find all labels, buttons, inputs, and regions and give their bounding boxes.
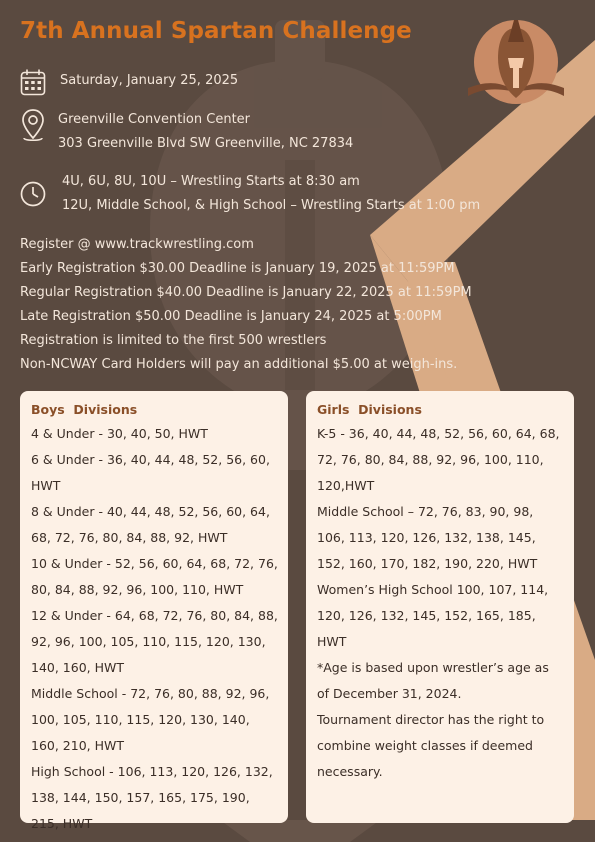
- time-row: [20, 170, 480, 218]
- clock-icon: [20, 180, 46, 210]
- event-date: Saturday, January 25, 2025: [60, 73, 239, 88]
- girls-division-item: Women’s High School 100, 107, 114, 120, 126, 132, 145, 152, 165, 185, HWT: [317, 582, 549, 649]
- boys-division-item: 4 & Under - 30, 40, 50, HWT: [31, 426, 208, 441]
- boys-division-item: 10 & Under - 52, 56, 60, 64, 68, 72, 76, 80, 84, 88, 92, 96, 100, 110, HWT: [31, 556, 278, 597]
- early-registration: Early Registration $30.00 Deadline is January 19, 2025 at 11:59PM: [20, 261, 455, 276]
- regular-registration: Regular Registration $40.00 Deadline is January 22, 2025 at 11:59PM: [20, 285, 472, 300]
- spartan-helmet-logo: [468, 18, 578, 110]
- girls-divisions-card: [306, 391, 574, 823]
- boys-division-item: 12 & Under - 64, 68, 72, 76, 80, 84, 88, 92, 96, 100, 105, 110, 115, 120, 130, 140, 160, HWT: [31, 608, 278, 675]
- girls-divisions-heading: Girls Divisions: [317, 402, 422, 417]
- boys-division-item: Middle School - 72, 76, 80, 88, 92, 96, 100, 105, 110, 115, 120, 130, 140, 160, 210, HWT: [31, 686, 270, 753]
- age-note: *Age is based upon wrestler’s age as of December 31, 2024.: [317, 660, 549, 701]
- boys-divisions-heading: Boys Divisions: [31, 402, 138, 417]
- venue-address: 303 Greenville Blvd SW Greenville, NC 27834: [58, 136, 354, 151]
- date-row: [20, 68, 238, 98]
- late-registration: Late Registration $50.00 Deadline is January 24, 2025 at 5:00PM: [20, 309, 442, 324]
- non-member-fee: Non-NCWAY Card Holders will pay an additional $5.00 at weigh-ins.: [20, 357, 458, 372]
- calendar-icon: [20, 68, 46, 98]
- boys-divisions-card: [20, 391, 288, 831]
- boys-division-item: 8 & Under - 40, 44, 48, 52, 56, 60, 64, 68, 72, 76, 80, 84, 88, 92, HWT: [31, 504, 270, 545]
- time-young: 4U, 6U, 8U, 10U – Wrestling Starts at 8:30 am: [62, 174, 360, 189]
- girls-division-item: Middle School – 72, 76, 83, 90, 98, 106, 113, 120, 126, 132, 138, 145, 152, 160, 170, 182, 190, 220, HWT: [317, 504, 538, 571]
- boys-division-item: High School - 106, 113, 120, 126, 132, 138, 144, 150, 157, 165, 175, 190, 215, HWT: [31, 764, 273, 831]
- location-row: [20, 108, 353, 156]
- register-link-text: Register @ www.trackwrestling.com: [20, 237, 254, 252]
- registration-info: [20, 233, 472, 377]
- girls-division-item: K-5 - 36, 40, 44, 48, 52, 56, 60, 64, 68, 72, 76, 80, 84, 88, 92, 96, 100, 110, 120,HWT: [317, 426, 560, 493]
- event-title: 7th Annual Spartan Challenge: [20, 18, 412, 44]
- director-note: Tournament director has the right to combine weight classes if deemed necessary.: [317, 712, 545, 779]
- location-pin-icon: [20, 108, 46, 144]
- venue-name: Greenville Convention Center: [58, 112, 251, 127]
- registration-limit: Registration is limited to the first 500 wrestlers: [20, 333, 327, 348]
- time-older: 12U, Middle School, & High School – Wrestling Starts at 1:00 pm: [62, 198, 481, 213]
- boys-division-item: 6 & Under - 36, 40, 44, 48, 52, 56, 60, HWT: [31, 452, 270, 493]
